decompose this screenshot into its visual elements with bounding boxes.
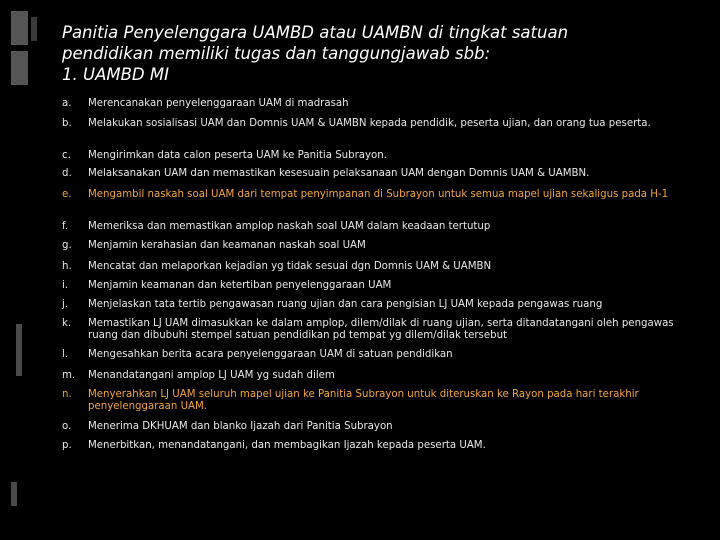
list-marker: p. [62,440,72,451]
decorative-bar [11,51,28,85]
list-item-text: Menerbitkan, menandatangani, dan membagikan Ijazah kepada peserta UAM. [88,440,486,451]
list-marker: a. [62,98,72,109]
list-item-text: Mencatat dan melaporkan kejadian yg tidak sesuai dgn Domnis UAM & UAMBN [88,261,492,272]
decorative-bar [11,482,17,506]
list-marker: f. [62,221,69,232]
list-item-text: Mengambil naskah soal UAM dari tempat penyimpanan di Subrayon untuk semua mapel ujian sekaligus pada H-1 [88,189,669,200]
list-marker: c. [62,150,71,161]
list-item-text: Menjamin kerahasian dan keamanan naskah soal UAM [88,240,366,251]
list-marker: i. [62,280,69,291]
list-marker: j. [62,299,69,310]
list-item-text: Memeriksa dan memastikan amplop naskah soal UAM dalam keadaan tertutup [88,221,491,232]
list-marker: d. [62,168,72,179]
list-item-text: Menjamin keamanan dan ketertiban penyelenggaraan UAM [88,280,392,291]
list-item-text: Mengirimkan data calon peserta UAM ke Panitia Subrayon. [88,150,387,161]
decorative-bar [16,324,22,376]
list-item-text: Mengesahkan berita acara penyelenggaraan UAM di satuan pendidikan [88,349,453,360]
list-marker: o. [62,421,72,432]
list-marker: g. [62,240,72,251]
title-line-3: 1. UAMBD MI [62,65,169,84]
title-line-1: Panitia Penyelenggara UAMBD atau UAMBN di tingkat satuan [62,23,569,42]
list-item-text: Menyerahkan LJ UAM seluruh mapel ujian ke Panitia Subrayon untuk diteruskan ke Rayon pada hari terakhir penyelenggaraan UAM. [88,389,639,412]
list-item-text: Memastikan LJ UAM dimasukkan ke dalam amplop, dilem/dilak di ruang ujian, serta ditandatangani oleh pengawas ruang dan dibubuhi stempel satuan pendidikan pd tempat yg dilem/dilak tersebut [88,318,674,341]
list-item-text: Menerima DKHUAM dan blanko Ijazah dari Panitia Subrayon [88,421,393,432]
list-item-text: Menandatangani amplop LJ UAM yg sudah dilem [88,370,335,381]
decorative-bar [11,11,28,45]
list-marker: h. [62,261,72,272]
slide-title [62,22,702,85]
list-marker: m. [62,370,76,381]
list-item-text: Menjelaskan tata tertib pengawasan ruang ujian dan cara pengisian LJ UAM kepada pengawas ruang [88,299,603,310]
list-marker: k. [62,318,72,329]
list-marker: l. [62,349,69,360]
list-marker: n. [62,389,72,400]
list-item-text: Merencanakan penyelenggaraan UAM di madrasah [88,98,349,109]
list-marker: b. [62,118,72,129]
title-line-2: pendidikan memiliki tugas dan tanggungjawab sbb: [62,44,491,63]
list-item-text: Melakukan sosialisasi UAM dan Domnis UAM & UAMBN kepada pendidik, peserta ujian, dan orang tua peserta. [88,118,651,129]
list-marker: e. [62,189,72,200]
decorative-bar [31,17,37,41]
list-item-text: Melaksanakan UAM dan memastikan kesesuain pelaksanaan UAM dengan Domnis UAM & UAMBN. [88,168,590,179]
